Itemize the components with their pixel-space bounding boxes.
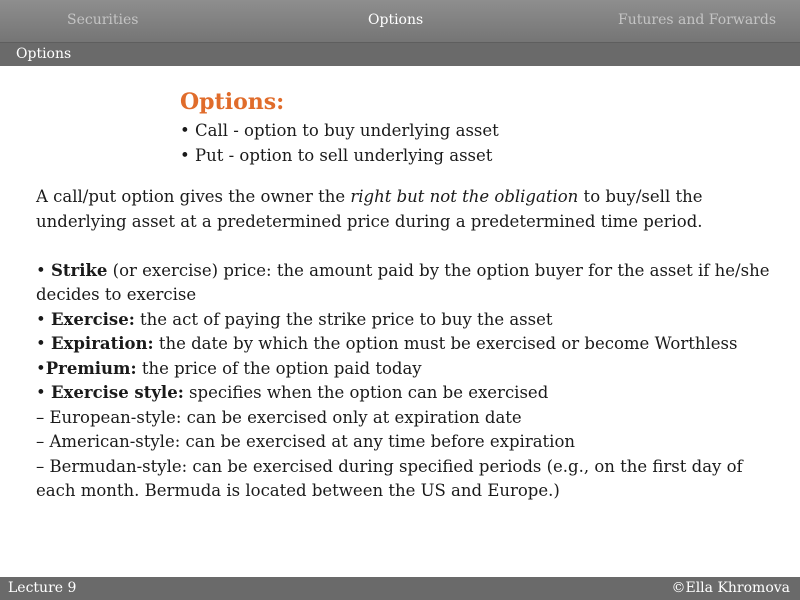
intro-emphasis: right but not the obligation bbox=[350, 187, 579, 206]
top-navigation bbox=[0, 0, 800, 43]
definition-exercise bbox=[36, 308, 776, 333]
definition-expiration bbox=[36, 332, 776, 357]
definition-term: Strike bbox=[50, 260, 108, 280]
bullet-prefix: • bbox=[36, 358, 46, 378]
bullet-prefix: • bbox=[36, 334, 51, 353]
definition-strike bbox=[36, 259, 776, 308]
footer-bar bbox=[0, 577, 800, 600]
definition-term: Expiration: bbox=[50, 334, 154, 353]
tab-futures-and-forwards[interactable]: Futures and Forwards bbox=[618, 12, 776, 28]
bullet-put: • Put - option to sell underlying asset bbox=[180, 146, 493, 165]
tab-securities[interactable]: Securities bbox=[67, 12, 139, 28]
style-american: – American-style: can be exercised at any time before expiration bbox=[36, 432, 576, 451]
bullet-call: • Call - option to buy underlying asset bbox=[180, 121, 499, 140]
slide-heading: Options: bbox=[180, 89, 285, 115]
option-types-list bbox=[180, 118, 499, 168]
definition-text: the date by which the option must be exercised or become Worthless bbox=[153, 334, 738, 353]
definition-text: specifies when the option can be exercised bbox=[183, 383, 549, 402]
bullet-prefix: • bbox=[36, 309, 51, 329]
footer-lecture-label: Lecture 9 bbox=[8, 580, 77, 596]
tab-options[interactable]: Options bbox=[368, 12, 424, 28]
definition-exercise-style bbox=[36, 381, 776, 406]
bullet-prefix: • bbox=[36, 383, 51, 402]
footer-copyright: ©Ella Khromova bbox=[671, 580, 790, 596]
style-european: – European-style: can be exercised only at expiration date bbox=[36, 407, 522, 427]
style-bermudan: – Bermudan-style: can be exercised during specified periods (e.g., on the first day of each month. Bermuda is located between the US and Europe.) bbox=[36, 456, 743, 500]
bullet-prefix: • bbox=[36, 260, 51, 280]
definition-term: Exercise style: bbox=[50, 383, 184, 402]
definition-term: Premium: bbox=[45, 358, 137, 378]
intro-paragraph bbox=[36, 185, 776, 234]
intro-text-after: to buy/sell the underlying asset at a predetermined price during a predetermined time period. bbox=[36, 187, 703, 231]
section-bar bbox=[0, 43, 800, 66]
definition-text: the price of the option paid today bbox=[136, 358, 422, 378]
section-title: Options bbox=[16, 46, 72, 62]
definition-term: Exercise: bbox=[50, 309, 135, 329]
definition-text: the act of paying the strike price to buy the asset bbox=[134, 309, 553, 329]
paragraph-gap bbox=[36, 234, 776, 259]
slide-body bbox=[36, 185, 776, 504]
definition-premium bbox=[36, 357, 776, 382]
intro-text-before: A call/put option gives the owner the bbox=[36, 187, 351, 206]
definition-text: (or exercise) price: the amount paid by the option buyer for the asset if he/she decides to exercise bbox=[36, 260, 770, 304]
